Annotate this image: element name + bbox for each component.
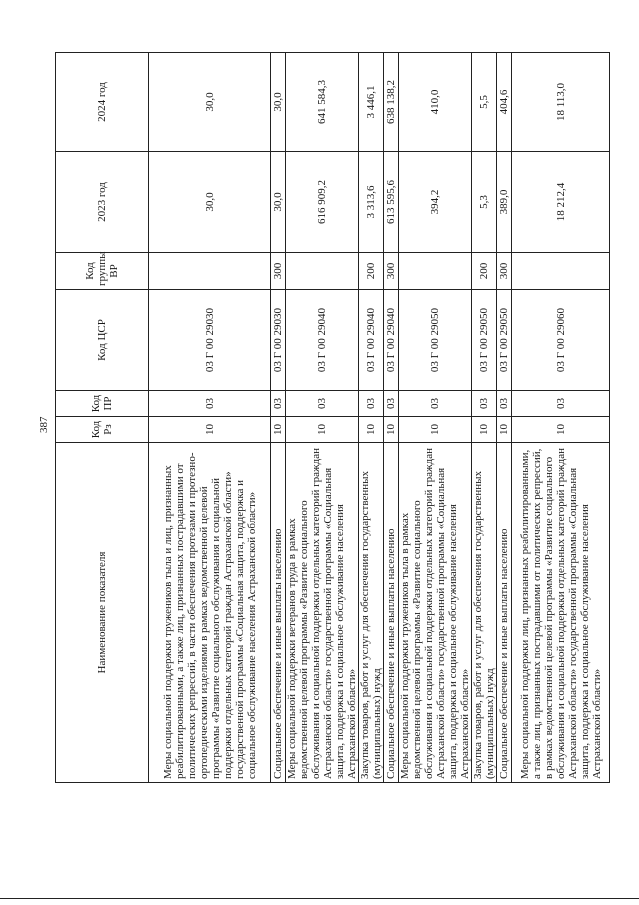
cell-name: Закупка товаров, работ и услуг для обеспечения государственных (муниципальных) нужд: [359, 443, 384, 783]
cell-csr: 03 Г 00 29040: [286, 290, 359, 391]
cell-vr: [399, 253, 472, 290]
cell-csr: 03 Г 00 29050: [497, 290, 512, 391]
cell-csr: 03 Г 00 29030: [271, 290, 286, 391]
page-number: 387: [38, 416, 50, 433]
cell-name: Закупка товаров, работ и услуг для обеспечения государственных (муниципальных) нужд: [472, 443, 497, 783]
cell-rz: 10: [286, 417, 359, 443]
header-csr: Код ЦСР: [56, 290, 149, 391]
header-2024: 2024 год: [56, 53, 149, 152]
cell-pr: 03: [399, 391, 472, 417]
cell-2024: 30,0: [271, 53, 286, 152]
header-pr: Код ПР: [56, 391, 149, 417]
budget-table: [55, 52, 610, 783]
cell-pr: 03: [512, 391, 610, 417]
cell-pr: 03: [271, 391, 286, 417]
cell-name: Социальное обеспечение и иные выплаты населению: [384, 443, 399, 783]
cell-csr: 03 Г 00 29040: [384, 290, 399, 391]
cell-2024: 638 138,2: [384, 53, 399, 152]
cell-2024: 3 446,1: [359, 53, 384, 152]
cell-csr: 03 Г 00 29040: [359, 290, 384, 391]
cell-rz: 10: [271, 417, 286, 443]
cell-vr: 200: [472, 253, 497, 290]
cell-pr: 03: [359, 391, 384, 417]
cell-rz: 10: [359, 417, 384, 443]
table-row: [512, 53, 610, 783]
table-row: [399, 53, 472, 783]
table-row: [271, 53, 286, 783]
cell-vr: 300: [384, 253, 399, 290]
cell-rz: 10: [399, 417, 472, 443]
cell-rz: 10: [497, 417, 512, 443]
cell-rz: 10: [149, 417, 271, 443]
table-row: [472, 53, 497, 783]
cell-2023: 616 909,2: [286, 152, 359, 253]
cell-pr: 03: [472, 391, 497, 417]
table-row: [286, 53, 359, 783]
cell-name: Социальное обеспечение и иные выплаты населению: [497, 443, 512, 783]
table-row: [497, 53, 512, 783]
cell-rz: 10: [384, 417, 399, 443]
cell-pr: 03: [384, 391, 399, 417]
page-bottom-rule: [0, 898, 639, 899]
cell-csr: 03 Г 00 29030: [149, 290, 271, 391]
cell-vr: [512, 253, 610, 290]
cell-2023: 30,0: [149, 152, 271, 253]
cell-2024: 18 113,0: [512, 53, 610, 152]
cell-2023: 30,0: [271, 152, 286, 253]
table-row: [359, 53, 384, 783]
cell-name: Меры социальной поддержки тружеников тыла и лиц, признанных реабилитированными, а также лиц, признанных пострадавшими от политических репрессий, в части обеспечения протезами и протезно-ортопедическими изделиями в рамках ведомственной целевой программы «Развитие социального обслуживания и социальной поддержки отдельных категорий граждан Астраханской области» государственной программы «Социальная защита, поддержка и социальное обслуживание населения Астраханской области»: [149, 443, 271, 783]
cell-csr: 03 Г 00 29050: [472, 290, 497, 391]
cell-vr: 300: [271, 253, 286, 290]
cell-vr: 200: [359, 253, 384, 290]
table-header-row: [56, 53, 149, 783]
cell-pr: 03: [149, 391, 271, 417]
cell-name: Меры социальной поддержки ветеранов труда в рамках ведомственной целевой программы «Развитие социального обслуживания и социальной поддержки отдельных категорий граждан Астраханской области» государственной программы «Социальная защита, поддержка и социальное обслуживание населения Астраханской области»: [286, 443, 359, 783]
cell-pr: 03: [286, 391, 359, 417]
cell-2023: 613 595,6: [384, 152, 399, 253]
cell-vr: 300: [497, 253, 512, 290]
cell-csr: 03 Г 00 29060: [512, 290, 610, 391]
table-row: [149, 53, 271, 783]
header-2023: 2023 год: [56, 152, 149, 253]
cell-2023: 18 212,4: [512, 152, 610, 253]
header-rz: Код Рз: [56, 417, 149, 443]
header-vr: Код группы ВР: [56, 253, 149, 290]
cell-vr: [149, 253, 271, 290]
cell-vr: [286, 253, 359, 290]
table-row: [384, 53, 399, 783]
cell-2024: 5,5: [472, 53, 497, 152]
cell-name: Меры социальной поддержки тружеников тыла в рамках ведомственной целевой программы «Развитие социального обслуживания и социальной поддержки отдельных категорий граждан Астраханской области» государственной программы «Социальная защита, поддержка и социальное обслуживание населения Астраханской области»: [399, 443, 472, 783]
cell-csr: 03 Г 00 29050: [399, 290, 472, 391]
cell-2023: 389,0: [497, 152, 512, 253]
cell-2023: 5,3: [472, 152, 497, 253]
cell-pr: 03: [497, 391, 512, 417]
cell-2024: 30,0: [149, 53, 271, 152]
cell-2024: 641 584,3: [286, 53, 359, 152]
cell-name: Социальное обеспечение и иные выплаты населению: [271, 443, 286, 783]
cell-2024: 404,6: [497, 53, 512, 152]
header-name: Наименование показателя: [56, 443, 149, 783]
cell-rz: 10: [512, 417, 610, 443]
cell-2023: 394,2: [399, 152, 472, 253]
cell-2023: 3 313,6: [359, 152, 384, 253]
cell-name: Меры социальной поддержки лиц, признанных реабилитированными, а также лиц, признанных пострадавшими от политических репрессий, в рамках ведомственной целевой программы «Развитие социального обслуживания и социальной поддержки отдельных категорий граждан Астраханской области» государственной программы «Социальная защита, поддержка и социальное обслуживание населения Астраханской области»: [512, 443, 610, 783]
cell-2024: 410,0: [399, 53, 472, 152]
cell-rz: 10: [472, 417, 497, 443]
